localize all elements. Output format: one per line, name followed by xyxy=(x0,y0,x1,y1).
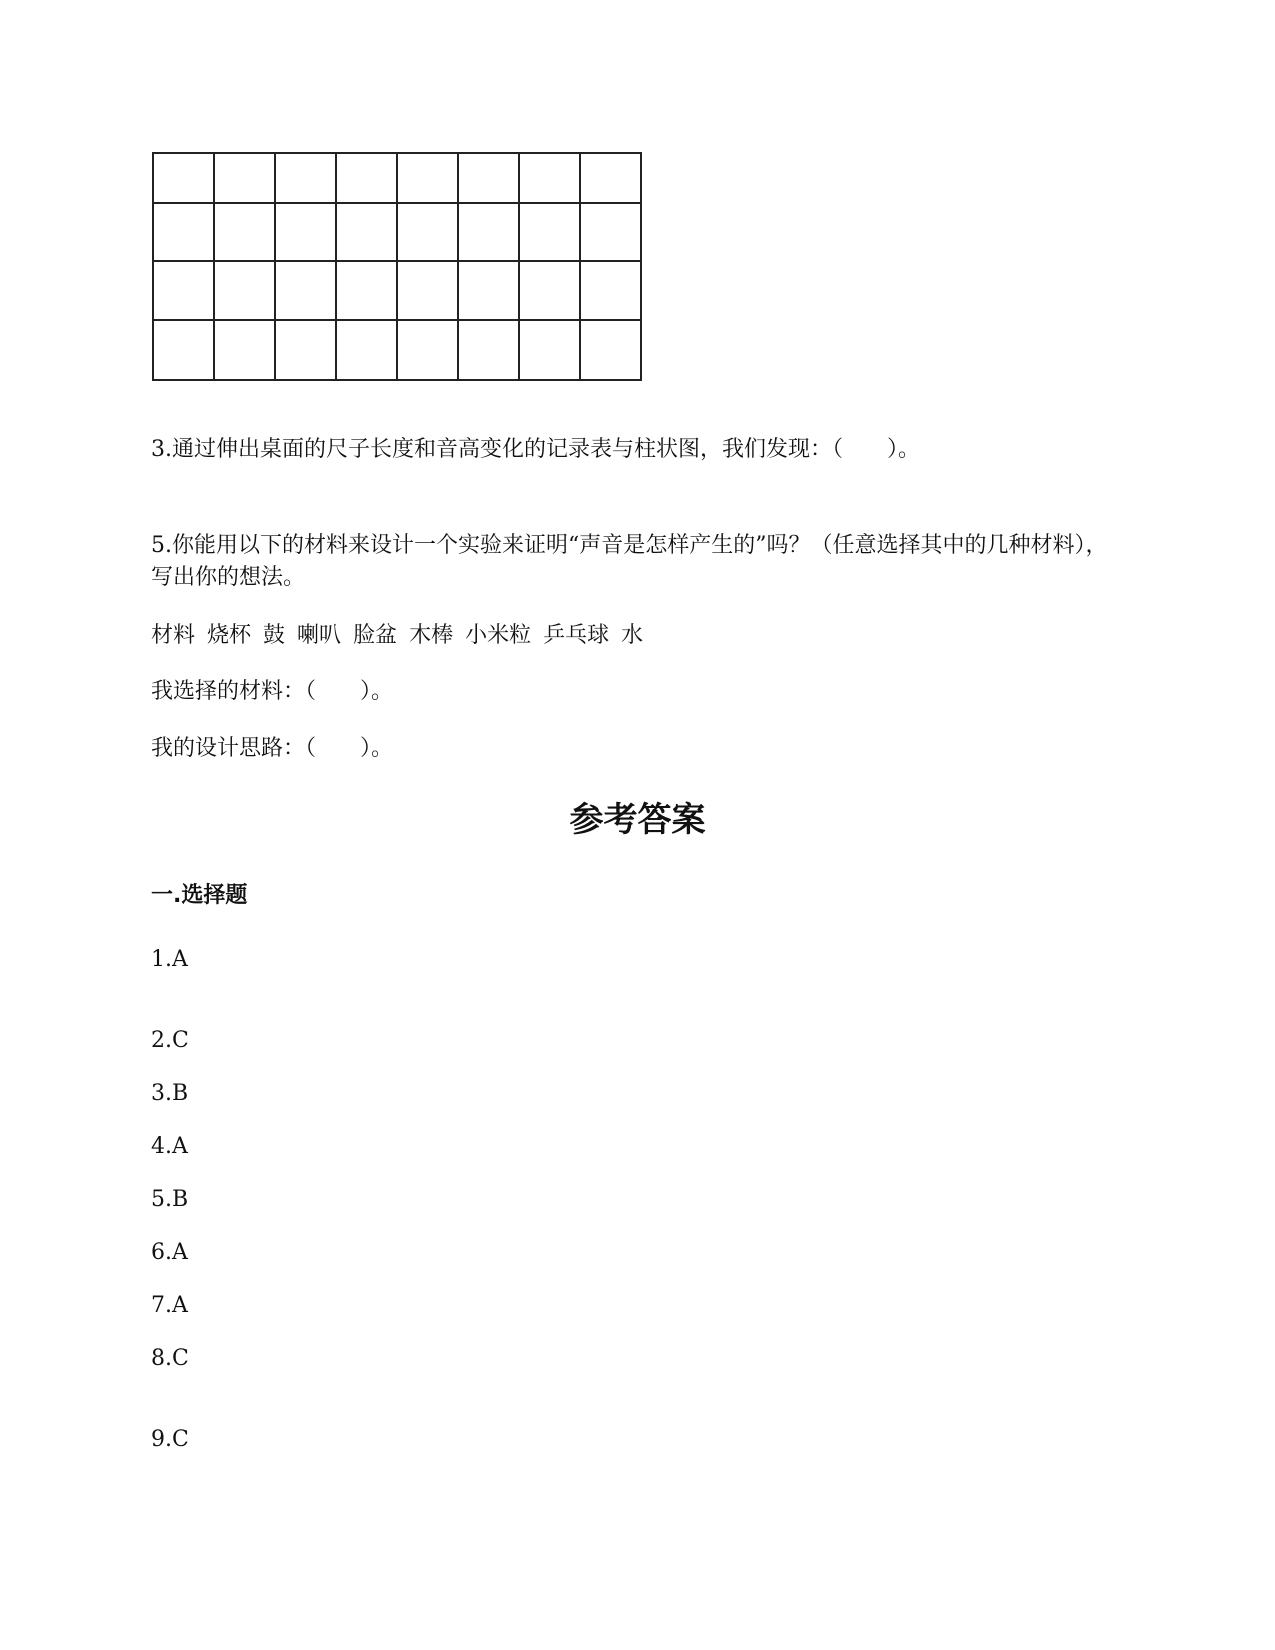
grid-cell xyxy=(458,261,519,320)
grid-cell xyxy=(214,153,275,203)
grid-cell xyxy=(519,203,580,261)
material-item: 烧杯 xyxy=(207,623,252,648)
grid-cell xyxy=(397,320,458,380)
materials-list xyxy=(151,620,655,652)
grid-row xyxy=(153,203,641,261)
grid-cell xyxy=(275,153,336,203)
materials-label: 材料 xyxy=(151,623,196,648)
answer-item: 8.C xyxy=(151,1346,189,1371)
material-item: 鼓 xyxy=(263,623,286,648)
grid-cell xyxy=(214,261,275,320)
grid-cell xyxy=(275,261,336,320)
grid-cell xyxy=(458,153,519,203)
grid-cell xyxy=(336,203,397,261)
chosen-materials-prompt: 我选择的材料：（ ）。 xyxy=(151,679,394,704)
grid-cell xyxy=(153,153,214,203)
grid-cell xyxy=(214,203,275,261)
material-item: 乒乓球 xyxy=(543,623,610,648)
grid-cell xyxy=(397,153,458,203)
question-3: 3.通过伸出桌面的尺子长度和音高变化的记录表与柱状图，我们发现：（ ）。 xyxy=(151,437,920,462)
answer-item: 6.A xyxy=(151,1240,188,1265)
grid-cell xyxy=(519,261,580,320)
answer-item: 2.C xyxy=(151,1028,189,1053)
grid-cell xyxy=(336,261,397,320)
answer-item: 7.A xyxy=(151,1293,188,1318)
grid-cell xyxy=(458,203,519,261)
grid-cell xyxy=(580,261,641,320)
blank-record-grid xyxy=(152,152,642,381)
grid-cell xyxy=(397,203,458,261)
question-5: 5.你能用以下的材料来设计一个实验来证明“声音是怎样产生的”吗？（任意选择其中的几种材料），写出你的想法。 xyxy=(151,533,1108,590)
grid-cell xyxy=(336,320,397,380)
grid-cell xyxy=(580,203,641,261)
answer-item: 4.A xyxy=(151,1134,188,1159)
grid-row xyxy=(153,261,641,320)
grid-cell xyxy=(153,261,214,320)
grid-cell xyxy=(336,153,397,203)
section-heading: 一.选择题 xyxy=(151,883,248,908)
grid-cell xyxy=(519,153,580,203)
grid-cell xyxy=(580,153,641,203)
material-item: 小米粒 xyxy=(465,623,532,648)
material-item: 水 xyxy=(621,623,644,648)
answer-key-title: 参考答案 xyxy=(569,800,706,840)
grid-cell xyxy=(275,320,336,380)
grid-cell xyxy=(153,320,214,380)
material-item: 木棒 xyxy=(409,623,454,648)
answer-item: 5.B xyxy=(151,1187,189,1212)
grid-cell xyxy=(214,320,275,380)
grid-cell xyxy=(458,320,519,380)
grid-row xyxy=(153,320,641,380)
answer-item: 1.A xyxy=(151,947,188,972)
material-item: 喇叭 xyxy=(297,623,342,648)
answer-item: 3.B xyxy=(151,1081,189,1106)
grid-row xyxy=(153,153,641,203)
answer-item: 9.C xyxy=(151,1427,189,1452)
grid-cell xyxy=(580,320,641,380)
material-item: 脸盆 xyxy=(353,623,398,648)
design-idea-prompt: 我的设计思路：（ ）。 xyxy=(151,736,394,761)
grid-cell xyxy=(519,320,580,380)
grid-cell xyxy=(275,203,336,261)
grid-cell xyxy=(397,261,458,320)
grid-cell xyxy=(153,203,214,261)
